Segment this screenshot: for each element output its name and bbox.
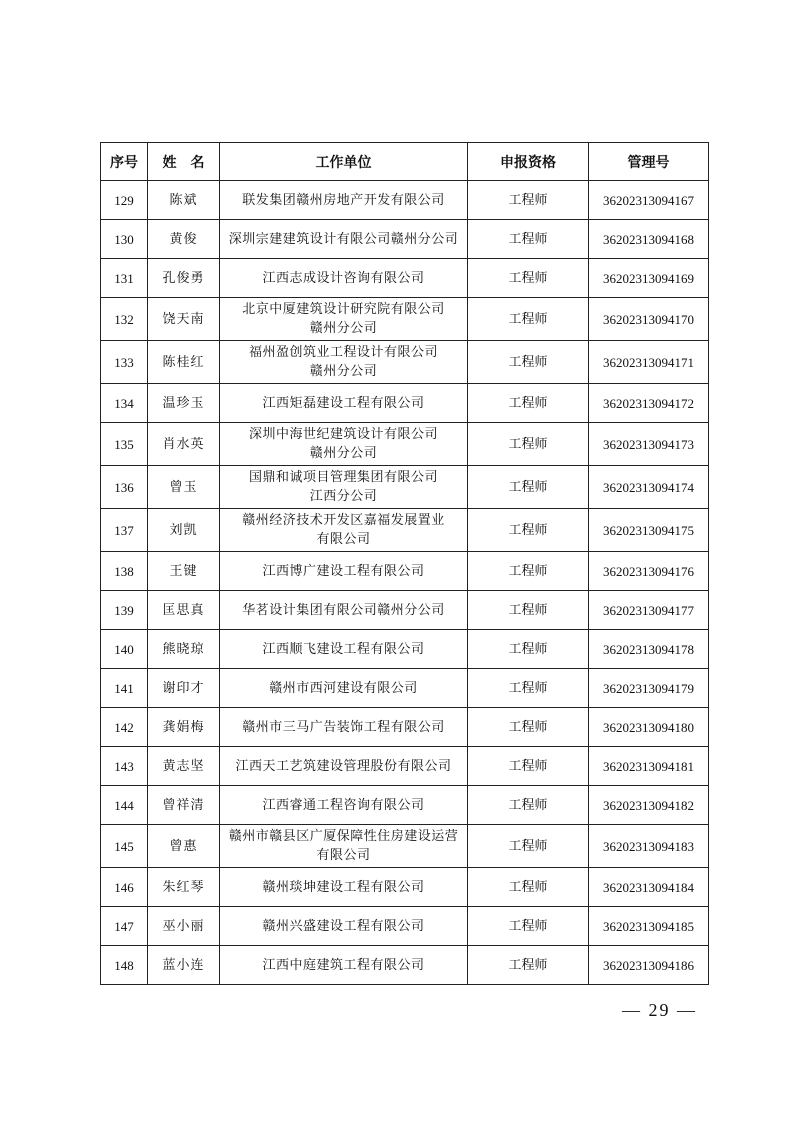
serial-cell: 131 bbox=[101, 259, 148, 298]
unit-line: 深圳宗建建筑设计有限公司赣州分公司 bbox=[228, 231, 459, 247]
name-cell: 王键 bbox=[148, 552, 220, 591]
qualification-cell: 工程师 bbox=[468, 341, 589, 384]
table-row bbox=[101, 259, 709, 298]
name-cell: 黄志坚 bbox=[148, 747, 220, 786]
unit-cell bbox=[220, 630, 468, 669]
qualification-cell: 工程师 bbox=[468, 946, 589, 985]
code-cell: 36202313094169 bbox=[589, 259, 709, 298]
serial-cell: 129 bbox=[101, 181, 148, 220]
unit-line: 赣州分公司 bbox=[309, 321, 378, 336]
unit-cell bbox=[220, 907, 468, 946]
unit-cell bbox=[220, 341, 468, 384]
serial-cell: 132 bbox=[101, 298, 148, 341]
unit-line: 江西博广建设工程有限公司 bbox=[262, 563, 425, 579]
qualification-cell: 工程师 bbox=[468, 708, 589, 747]
name-cell: 饶天南 bbox=[148, 298, 220, 341]
unit-line: 联发集团赣州房地产开发有限公司 bbox=[242, 192, 445, 208]
unit-line: 江西顺飞建设工程有限公司 bbox=[262, 641, 425, 657]
unit-line: 赣州市西河建设有限公司 bbox=[269, 680, 418, 696]
qualification-cell: 工程师 bbox=[468, 630, 589, 669]
qualification-cell: 工程师 bbox=[468, 466, 589, 509]
unit-line: 深圳中海世纪建筑设计有限公司 bbox=[248, 427, 438, 442]
unit-line: 有限公司 bbox=[316, 532, 371, 547]
serial-cell: 135 bbox=[101, 423, 148, 466]
table-row bbox=[101, 423, 709, 466]
name-cell: 熊晓琼 bbox=[148, 630, 220, 669]
name-cell: 曾祥清 bbox=[148, 786, 220, 825]
table-row bbox=[101, 591, 709, 630]
table-row bbox=[101, 341, 709, 384]
serial-cell: 134 bbox=[101, 384, 148, 423]
code-cell: 36202313094170 bbox=[589, 298, 709, 341]
unit-cell bbox=[220, 298, 468, 341]
qualification-cell: 工程师 bbox=[468, 907, 589, 946]
serial-cell: 146 bbox=[101, 868, 148, 907]
code-cell: 36202313094181 bbox=[589, 747, 709, 786]
unit-cell bbox=[220, 825, 468, 868]
qualification-cell: 工程师 bbox=[468, 552, 589, 591]
qualification-cell: 工程师 bbox=[468, 669, 589, 708]
unit-line: 赣州市三马广告装饰工程有限公司 bbox=[242, 719, 445, 735]
table-row bbox=[101, 786, 709, 825]
header-code: 管理号 bbox=[589, 143, 709, 181]
qualification-cell: 工程师 bbox=[468, 786, 589, 825]
serial-cell: 140 bbox=[101, 630, 148, 669]
table-row bbox=[101, 384, 709, 423]
table-body bbox=[101, 181, 709, 985]
unit-cell bbox=[220, 946, 468, 985]
name-cell: 朱红琴 bbox=[148, 868, 220, 907]
unit-line: 江西天工艺筑建设管理股份有限公司 bbox=[235, 758, 452, 774]
name-cell: 孔俊勇 bbox=[148, 259, 220, 298]
table-row bbox=[101, 630, 709, 669]
unit-cell bbox=[220, 868, 468, 907]
code-cell: 36202313094171 bbox=[589, 341, 709, 384]
code-cell: 36202313094176 bbox=[589, 552, 709, 591]
unit-cell bbox=[220, 786, 468, 825]
serial-cell: 138 bbox=[101, 552, 148, 591]
code-cell: 36202313094184 bbox=[589, 868, 709, 907]
unit-cell bbox=[220, 423, 468, 466]
table-row bbox=[101, 181, 709, 220]
serial-cell: 143 bbox=[101, 747, 148, 786]
unit-line: 北京中厦建筑设计研究院有限公司 bbox=[242, 302, 445, 317]
unit-cell bbox=[220, 220, 468, 259]
name-cell: 龚娟梅 bbox=[148, 708, 220, 747]
table-row bbox=[101, 220, 709, 259]
qualification-cell: 工程师 bbox=[468, 384, 589, 423]
code-cell: 36202313094167 bbox=[589, 181, 709, 220]
serial-cell: 139 bbox=[101, 591, 148, 630]
table-row bbox=[101, 298, 709, 341]
serial-cell: 130 bbox=[101, 220, 148, 259]
unit-line: 赣州经济技术开发区嘉福发展置业 bbox=[242, 513, 445, 528]
table-row bbox=[101, 747, 709, 786]
unit-cell bbox=[220, 669, 468, 708]
code-cell: 36202313094172 bbox=[589, 384, 709, 423]
code-cell: 36202313094168 bbox=[589, 220, 709, 259]
name-cell: 刘凯 bbox=[148, 509, 220, 552]
code-cell: 36202313094173 bbox=[589, 423, 709, 466]
unit-cell bbox=[220, 708, 468, 747]
code-cell: 36202313094182 bbox=[589, 786, 709, 825]
unit-cell bbox=[220, 591, 468, 630]
unit-line: 江西志成设计咨询有限公司 bbox=[262, 270, 425, 286]
code-cell: 36202313094183 bbox=[589, 825, 709, 868]
unit-line: 有限公司 bbox=[316, 848, 371, 863]
qualification-cell: 工程师 bbox=[468, 259, 589, 298]
unit-cell bbox=[220, 747, 468, 786]
unit-cell bbox=[220, 466, 468, 509]
table-row bbox=[101, 708, 709, 747]
unit-line: 江西矩磊建设工程有限公司 bbox=[262, 395, 425, 411]
qualification-cell: 工程师 bbox=[468, 747, 589, 786]
code-cell: 36202313094175 bbox=[589, 509, 709, 552]
name-cell: 巫小丽 bbox=[148, 907, 220, 946]
name-cell: 曾惠 bbox=[148, 825, 220, 868]
qualification-cell: 工程师 bbox=[468, 181, 589, 220]
table-row bbox=[101, 825, 709, 868]
unit-cell bbox=[220, 181, 468, 220]
unit-cell bbox=[220, 259, 468, 298]
unit-line: 国鼎和诚项目管理集团有限公司 bbox=[248, 470, 438, 485]
name-cell: 曾玉 bbox=[148, 466, 220, 509]
qualification-cell: 工程师 bbox=[468, 868, 589, 907]
table-row bbox=[101, 946, 709, 985]
qualification-cell: 工程师 bbox=[468, 591, 589, 630]
unit-line: 江西睿通工程咨询有限公司 bbox=[262, 797, 425, 813]
header-qualification: 申报资格 bbox=[468, 143, 589, 181]
unit-line: 江西中庭建筑工程有限公司 bbox=[262, 957, 425, 973]
serial-cell: 141 bbox=[101, 669, 148, 708]
code-cell: 36202313094178 bbox=[589, 630, 709, 669]
qualification-cell: 工程师 bbox=[468, 509, 589, 552]
unit-line: 赣州分公司 bbox=[309, 446, 378, 461]
serial-cell: 147 bbox=[101, 907, 148, 946]
name-cell: 谢印才 bbox=[148, 669, 220, 708]
name-cell: 温珍玉 bbox=[148, 384, 220, 423]
unit-line: 赣州市赣县区广厦保障性住房建设运营 bbox=[228, 829, 459, 844]
header-name: 姓 名 bbox=[148, 143, 220, 181]
table-row bbox=[101, 669, 709, 708]
code-cell: 36202313094186 bbox=[589, 946, 709, 985]
qualification-cell: 工程师 bbox=[468, 825, 589, 868]
name-cell: 陈桂红 bbox=[148, 341, 220, 384]
qualification-cell: 工程师 bbox=[468, 423, 589, 466]
code-cell: 36202313094180 bbox=[589, 708, 709, 747]
unit-line: 福州盈创筑业工程设计有限公司 bbox=[248, 345, 438, 360]
header-unit: 工作单位 bbox=[220, 143, 468, 181]
unit-line: 赣州兴盛建设工程有限公司 bbox=[262, 918, 425, 934]
unit-line: 江西分公司 bbox=[309, 489, 378, 504]
serial-cell: 144 bbox=[101, 786, 148, 825]
serial-cell: 148 bbox=[101, 946, 148, 985]
table-row bbox=[101, 552, 709, 591]
unit-cell bbox=[220, 384, 468, 423]
code-cell: 36202313094179 bbox=[589, 669, 709, 708]
roster-table bbox=[100, 142, 709, 985]
unit-line: 华茗设计集团有限公司赣州分公司 bbox=[242, 602, 445, 618]
table-row bbox=[101, 868, 709, 907]
header-row bbox=[101, 143, 709, 181]
code-cell: 36202313094185 bbox=[589, 907, 709, 946]
serial-cell: 136 bbox=[101, 466, 148, 509]
code-cell: 36202313094174 bbox=[589, 466, 709, 509]
unit-line: 赣州琰坤建设工程有限公司 bbox=[262, 879, 425, 895]
qualification-cell: 工程师 bbox=[468, 220, 589, 259]
qualification-cell: 工程师 bbox=[468, 298, 589, 341]
header-serial: 序号 bbox=[101, 143, 148, 181]
serial-cell: 145 bbox=[101, 825, 148, 868]
table-row bbox=[101, 907, 709, 946]
unit-cell bbox=[220, 552, 468, 591]
name-cell: 肖水英 bbox=[148, 423, 220, 466]
page-number: — 29 — bbox=[622, 1000, 697, 1020]
name-cell: 陈斌 bbox=[148, 181, 220, 220]
name-cell: 黄俊 bbox=[148, 220, 220, 259]
unit-cell bbox=[220, 509, 468, 552]
table-row bbox=[101, 466, 709, 509]
name-cell: 匡思真 bbox=[148, 591, 220, 630]
serial-cell: 142 bbox=[101, 708, 148, 747]
serial-cell: 137 bbox=[101, 509, 148, 552]
table-row bbox=[101, 509, 709, 552]
serial-cell: 133 bbox=[101, 341, 148, 384]
unit-line: 赣州分公司 bbox=[309, 364, 378, 379]
code-cell: 36202313094177 bbox=[589, 591, 709, 630]
name-cell: 蓝小连 bbox=[148, 946, 220, 985]
